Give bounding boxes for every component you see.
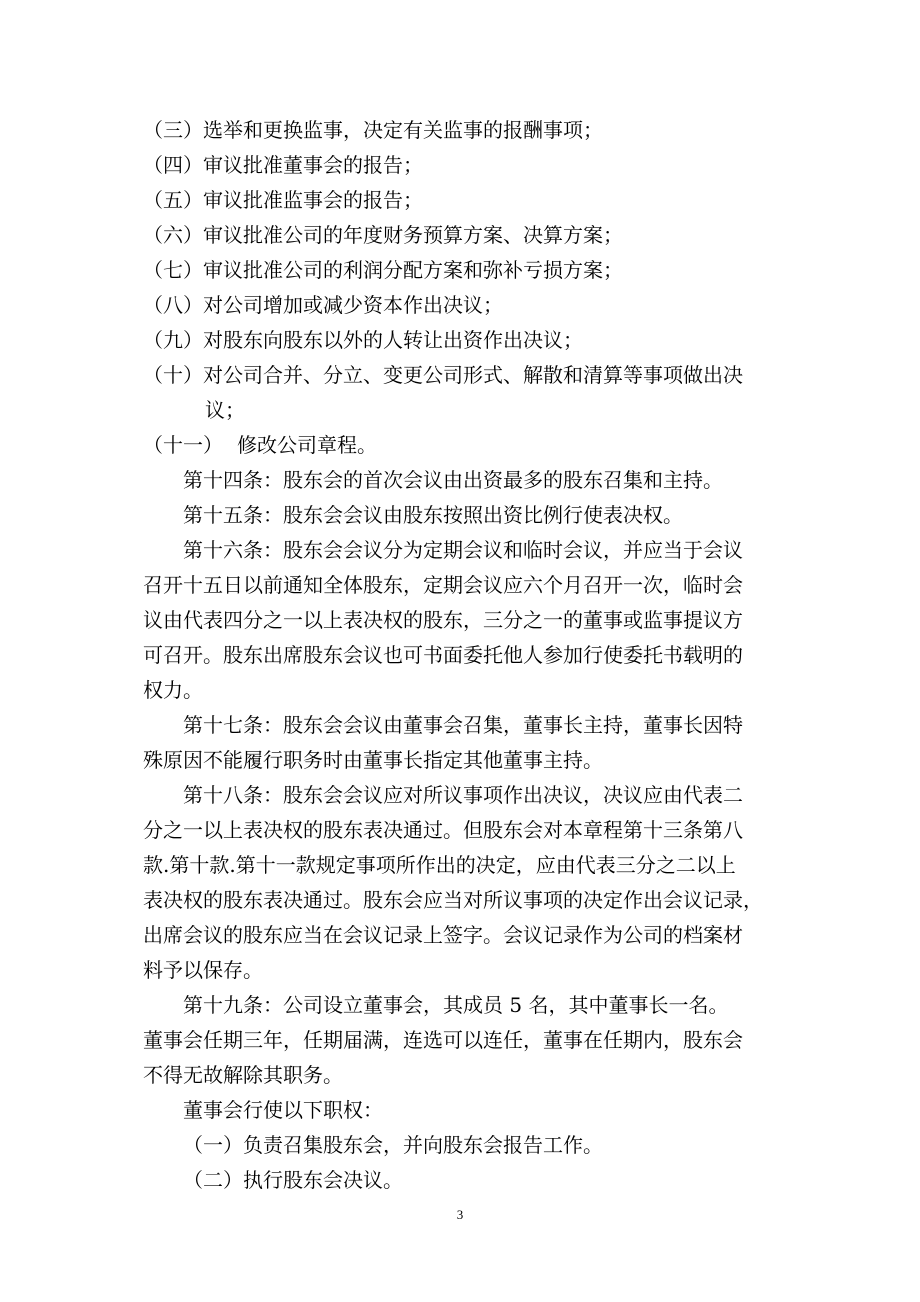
article-19-line: 第十九条：公司设立董事会，其成员 5 名，其中董事长一名。 <box>183 993 729 1017</box>
article-16-line: 可召开。股东出席股东会议也可书面委托他人参加行使委托书载明的 <box>143 643 743 667</box>
list-item: （六）审议批准公司的年度财务预算方案、决算方案； <box>143 223 623 247</box>
list-item: （七）审议批准公司的利润分配方案和弥补亏损方案； <box>143 258 623 282</box>
list-item: （四）审议批准董事会的报告； <box>143 153 423 177</box>
list-item: （九）对股东向股东以外的人转让出资作出决议； <box>143 328 583 352</box>
article-18 <box>143 778 783 988</box>
list-item-10 <box>143 358 783 428</box>
article-18-line: 表决权的股东表决通过。股东会应当对所议事项的决定作出会议记录， <box>143 888 763 912</box>
article-18-line: 出席会议的股东应当在会议记录上签字。会议记录作为公司的档案材 <box>143 923 743 947</box>
list-item-10-line2: 议； <box>205 398 245 422</box>
article-17 <box>143 708 783 778</box>
article-18-line: 款.第十款.第十一款规定事项所作出的决定，应由代表三分之二以上 <box>143 853 736 877</box>
board-powers-intro: 董事会行使以下职权： <box>183 1098 383 1122</box>
article-17-line: 第十七条：股东会会议由董事会召集，董事长主持，董事长因特 <box>183 713 743 737</box>
article-18-line: 第十八条：股东会会议应对所议事项作出决议，决议应由代表二 <box>183 783 743 807</box>
document-body <box>143 113 783 1198</box>
list-item-11 <box>143 428 783 463</box>
list-item: （八）对公司增加或减少资本作出决议； <box>143 293 503 317</box>
article-19-line: 不得无故解除其职务。 <box>143 1063 343 1087</box>
article-15: 第十五条：股东会会议由股东按照出资比例行使表决权。 <box>183 503 683 527</box>
article-16 <box>143 533 783 708</box>
list-item-10-line1: （十）对公司合并、分立、变更公司形式、解散和清算等事项做出决 <box>143 363 743 387</box>
page-number: 3 <box>456 1207 464 1222</box>
article-19-line: 董事会任期三年，任期届满，连选可以连任，董事在任期内，股东会 <box>143 1028 743 1052</box>
list-item-11-number: （十一） <box>143 433 223 457</box>
board-power-item: （二）执行股东会决议。 <box>183 1168 403 1192</box>
article-16-line: 第十六条：股东会会议分为定期会议和临时会议，并应当于会议 <box>183 538 743 562</box>
list-item-11-text: 修改公司章程。 <box>237 433 377 457</box>
article-18-line: 分之一以上表决权的股东表决通过。但股东会对本章程第十三条第八 <box>143 818 743 842</box>
article-16-line: 召开十五日以前通知全体股东，定期会议应六个月召开一次，临时会 <box>143 573 743 597</box>
article-14: 第十四条：股东会的首次会议由出资最多的股东召集和主持。 <box>183 468 723 492</box>
article-16-line: 权力。 <box>143 678 203 702</box>
list-item: （三）选举和更换监事，决定有关监事的报酬事项； <box>143 118 603 142</box>
article-16-line: 议由代表四分之一以上表决权的股东，三分之一的董事或监事提议方 <box>143 608 743 632</box>
article-17-line: 殊原因不能履行职务时由董事长指定其他董事主持。 <box>143 748 603 772</box>
board-power-item: （一）负责召集股东会，并向股东会报告工作。 <box>183 1133 603 1157</box>
article-18-line: 料予以保存。 <box>143 958 263 982</box>
article-19 <box>143 988 783 1093</box>
list-item: （五）审议批准监事会的报告； <box>143 188 423 212</box>
